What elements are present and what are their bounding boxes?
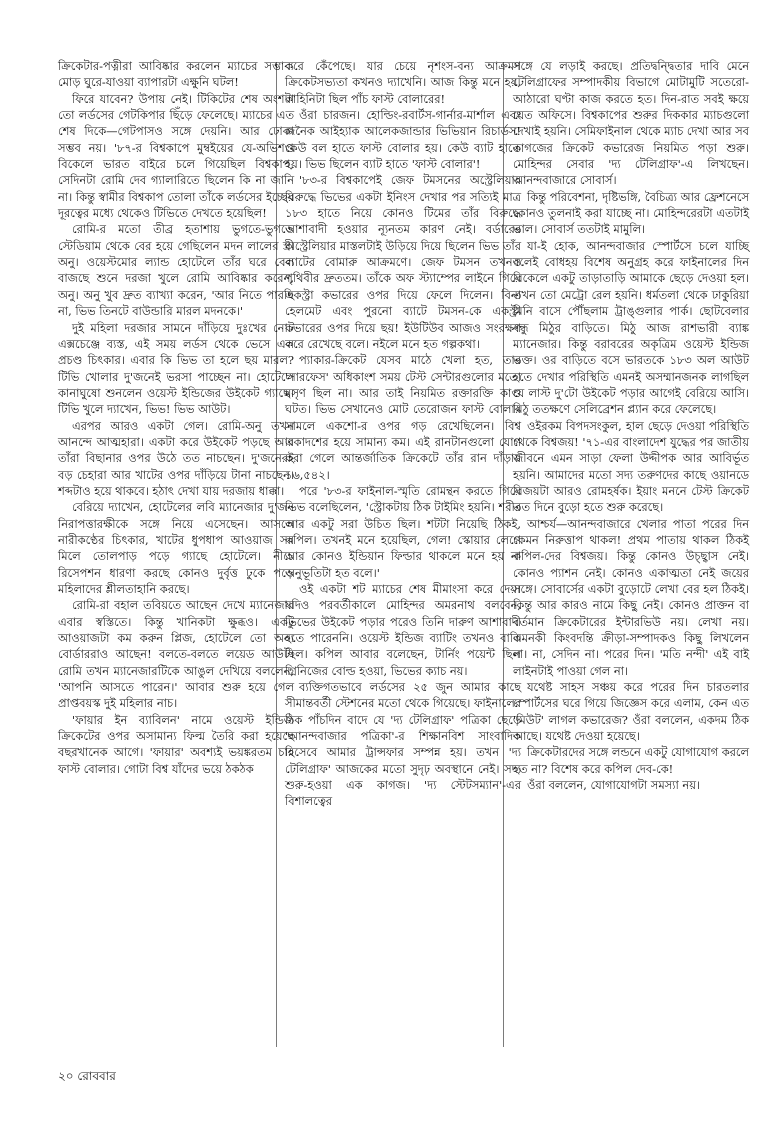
article-column-2 [285, 58, 521, 810]
paragraph: রোমি-রা বহাল তবিয়তে আছেন দেখে ম্যানেজার এবার স্বস্তিতে। কিন্তু খানিকটা ক্ষুব্ধও। একটু আওয়াজটা কম করুন প্লিজ, হোটেলে তো অন্য বোর্ডাররাও আছেন! বলতে-বলতে লয়েড আউট। রোমি তখন ম্যানেজারটিকে আঙুল দেখিয়ে বললেন, 'আপনি আসতে পারেন।' আবার শুরু হয়ে গেল প্রাপ্তবয়স্ক দুই মহিলার নাচ। [58, 598, 294, 711]
paragraph: পরে '৮৩-র ফাইনাল-স্মৃতি রোমন্থন করতে গিয়ে ভিভ বলেছিলেন, 'স্ট্রোকটায় ঠিক টাইমিং হয়নি। শরীর আর একটু সরা উচিত ছিল। শটটা নিয়েছি ঠিকই, কপিল। তখনই মনে হয়েছিল, গেল! স্কোয়ার লেগে আর কোনও ইন্ডিয়ান ফিল্ডার থাকলে মনে হয় না অনুভূতিটা হত বলে।' [285, 483, 521, 580]
paragraph: ক্রিকেটার-পত্নীরা আবিষ্কার করলেন ম্যাচের সম্ভাব্য মোড় ঘুরে-যাওয়া ব্যাপারটা এক্ষুনি ঘটল! [58, 59, 294, 90]
paragraph: 'ফায়ার ইন ব্যাবিলন' নামে ওয়েস্ট ইন্ডিজ ক্রিকেটের ওপর অসামান্য ফিল্ম তৈরি করা হয়েছে বছরখানেক আগে। 'ফায়ার' অবশ্যই ভয়ঙ্করতম চার ফাস্ট বোলার। গোটা বিশ্ব যাঁদের ভয়ে ঠকঠক [58, 712, 294, 776]
paragraph: ওই একটা শট ম্যাচের শেষ মীমাংসা করে দেয়। যদিও পরবর্তীকালে মোহিন্দর অমরনাথ বলবেন, ভিভের উইকেট পড়ার পরেও তিনি দারুণ আশাবাদী হতে পারেননি। ওয়েস্ট ইন্ডিজ ব্যাটিং তখনও বাকি ছিল। কপিল আবার বলেছেন, টার্নিং পয়েন্ট ছিল গ্রিনিজের বোল্ড হওয়া, ভিভের ক্যাচ নয়। [285, 582, 521, 678]
article-column-3 [513, 58, 749, 793]
paragraph: করে কেঁপেছে। যার চেয়ে নৃশংস-বন্য আক্রমণ ক্রিকেটসভ্যতা কখনও দ্যাখেনি। আজ কিন্তু মনে হয়, কাহিনিটা ছিল পাঁচ ফাস্ট বোলারের! [285, 59, 521, 106]
paragraph: দুই মহিলা দরজার সামনে দাঁড়িয়ে দুঃখের নোট এক্সচেঞ্জে ব্যস্ত, এই সময় লর্ডস থেকে ভেসে এল প্রচণ্ড চিৎকার। এবার কি ভিভ তা হলে ছয় মারল? টিভি খোলার দু'জনেই ভরসা পাচ্ছেন না। হোটেলে কানাঘুষো শুনলেন ওয়েস্ট ইন্ডিজের উইকেট গ্যাছে। টিভি খুলে দ্যাখেন, ভিভ! ভিভ আউট। [58, 320, 294, 417]
paragraph: যথেষ্ট সাহস সঞ্চয় করে পরের দিন চারতলার স্পোর্টসের ঘরে গিয়ে জিজ্ঞেস করে এলাম, কেন এত 'মিউট' লাগল কভারেজ? ওঁরা বললেন, একদম ঠিক আছে। যথেষ্ট দেওয়া হয়েছে। [513, 680, 749, 744]
paragraph: সঙ্গে যে লড়াই করছে। প্রতিদ্বন্দ্বিতার দাবি মেনে টেলিগ্রাফের সম্পাদকীয় বিভাগে মোটামুটি সতেরো-আঠারো ঘণ্টা কাজ করতে হত। দিন-রাত সবই ক্ষয়ে যেত অফিসে। বিশ্বকাপের শুরুর দিককার ম্যাচগুলো দেখাই হয়নি। সেমিফাইনাল থেকে ম্যাচ দেখা আর সব কাগজের ক্রিকেট কভারেজ নিয়মিত পড়া শুরু। মোহিন্দর সেবার 'দ্য টেলিগ্রাফ'-এ লিখছেন। আনন্দবাজারে সোবার্স। [513, 59, 749, 188]
paragraph: প্যাকার-ক্রিকেট যেসব মাঠে খেলা হত, তার 'সারফেস' অধিকাংশ সময় টেস্ট সেন্টারগুলোর মতো মসৃণ ছিল না। আর তাই নিয়মিত রক্তারক্তি কাণ্ড ঘটত। ভিভ সেখানেও মোট তেরোজন ফাস্ট বোলার সামলে একশো-র ওপর গড় রেখেছিলেন। বিশ্ব একাদশের হয়ে সামান্য কম। এই রানটানগুলো যোগ করা গেলে আন্তর্জাতিক ক্রিকেটে তাঁর রান দাঁড়ায় ১৬,৫৪২। [285, 353, 521, 482]
paragraph: ওঁরা চারজন। হোল্ডিং-রবার্টস-গার্নার-মার্শাল এবং জনৈক আইহ্যাক আলেকজান্ডার ভিভিয়ান রিচার্ডস! কেউ বল হাতে ফাস্ট বোলার হয়। কেউ ব্যাট হাতে হয়। ভিভ ছিলেন ব্যাট হাতে 'ফাস্ট বোলার'! [285, 108, 521, 172]
paragraph: কিন্তু পরিবেশনা, দৃষ্টিভঙ্গি, বৈচিত্র্য আর ফ্রেশনেসে কোনও তুলনাই করা যাচ্ছে না। মোহিন্দরেরটা এতটাই ভাল। সোবার্স ততটাই মামুলি। [513, 189, 749, 237]
page-folio: ২০ রোববার [58, 1069, 116, 1083]
paragraph: যা-ই হোক, আনন্দবাজার স্পোর্টসে চলে যাচ্ছি বলেই বোধহয় বিশেষ অনুগ্রহ করে ফাইনালের দিন বিকেলে একটু তাড়াতাড়ি আমাকে ছেড়ে দেওয়া হল। তখন তো মেট্রো রেল হয়নি। ধর্মতলা থেকে ঢাকুরিয়া মিনি বাসে পৌঁছলাম ট্রাঙ্গুলার পার্ক। ছোটবেলার বন্ধু মিঠুর বাড়িতে। মিঠু আজ রাশভারী ব্যাঙ্ক ম্যানেজার। কিন্তু বরাবরের অকৃত্রিম ওয়েস্ট ইন্ডিজ ভক্ত। ওর বাড়িতে বসে ভারতকে ১৮৩ অল আউট হতে দেখার পরিস্থিতি এমনই অসম্মানজনক লাগছিল যে লাস্ট দু'টো উইকেট পড়ার আগেই বেরিয়ে আসি। মিঠু ততক্ষণে সেলিব্রেশন প্ল্যান করে ফেলেছে। [513, 238, 749, 417]
paragraph: রোমি-র মতো তীব্র হতাশায় ভুগতে-ভুগতে স্টেডিয়াম থেকে বের হয়ে গেছিলেন মদন লালের স্ত্রী অনু। ওয়েস্টমোর ল্যান্ড হোটেলে তাঁর ঘরে বেল বাজছে শুনে দরজা খুলে রোমি আবিষ্কার করেন, অনু। অনু খুব দ্রুত ব্যাখ্যা করেন, 'আর নিতে পারছি না, ভিভ তিনটে বাউন্ডারি মারল মদনকে।' [58, 222, 294, 319]
paragraph: আশ্চর্য—আনন্দবাজারে খেলার পাতা পরের দিন কেমন নিরুত্তাপ থাকল! প্রথম পাতায় থাকল ঠিকই কপিল-দের বিশ্বজয়। কিন্তু কোনও উচ্ছ্বাস নেই। কোনও প্যাশন নেই। কোনও একাত্মতা নেই জয়ের সঙ্গে। সোবার্সের একটা বুড়োটে লেখা বের হল ঠিকই। কিন্তু আর কারও নামে কিছু নেই। কোনও প্রাক্তন বা বর্তমান ক্রিকেটারের ইন্টারভিউ নয়। লেখা নয়। এমনকী কিংবদন্তি ক্রীড়া-সম্পাদকও কিছু লিখলেন না। না, সেদিন না। পরের দিন। 'মতি নন্দী' এই বাই লাইনটাই পাওয়া গেল না। [513, 516, 749, 678]
paragraph: ক্রিকেটারদের সঙ্গে লন্ডনে একটু যোগাযোগ করলে হত না? বিশেষ করে কপিল দেব-কে! [513, 745, 749, 776]
paragraph: এরপর আরও একটা গেল। রোমি-অনু তখন আনন্দে আত্মহারা। একটা করে উইকেট পড়ছে আর তাঁরা বিছানার ওপর উঠে তত নাচছেন। দু'জনেরই বড় চেহারা আর খাটের ওপর দাঁড়িয়ে টানা নাচছেন। শব্দটাও হয়ে থাকবে। হঠাৎ দেখা যায় দরজায় ধাক্কা। [58, 418, 294, 498]
article-column-1 [58, 58, 294, 777]
paragraph: ওঁরা বললেন, যোগাযোগটা সমস্যা নয়। [527, 778, 700, 793]
paragraph: '৮৩-র বিশ্বকাপেই জেফ টমসনের অস্ট্রেলিয়ার বিরুদ্ধে ভিভের একটা ইনিংস দেখার পর সত্যিই মাত্র ১৮৩ হাতে নিয়ে কোনও টিমের তাঁর বিরুদ্ধে আশাবাদী হওয়ার ন্যূনতম কারণ নেই। বর্ডারের অস্ট্রেলিয়ার মাস্তলটাই উড়িয়ে দিয়ে ছিলেন ভিভ তাঁর ব্যাটের বোমারু আক্রমণে। জেফ টমসন তখনও পৃথিবীর দ্রুততম। তাঁকে অফ স্ট্যাম্পের লাইনে গিয়ে একস্ট্রা কভারের ওপর দিয়ে ফেলে দিলেন। বিনা হেলমেট এবং পুরনো ব্যাটে টমসন-কে একস্ট্রা কভারের ওপর দিয়ে ছয়! ইউটিউব আজও সংরক্ষণ করে রেখেছে বলে। নইলে মনে হত গল্পকথা। [285, 173, 521, 351]
paragraph: ওইরকম বিপদসংকুল, হাল ছেড়ে দেওয়া পরিস্থিতি থেকে বিশ্বজয়! '৭১-এর বাংলাদেশ যুদ্ধের পর জাতীয় জীবনে এমন সাড়া ফেলা উদ্দীপক আর আবির্ভূত হয়নি। আমাদের মতো সদ্য তরুণদের কাছে ওয়ানডে বিজয়টা আরও রোমহর্ষক। ইয়াং মননে টেস্ট ক্রিকেট তত দিনে বুড়ো হতে শুরু করেছে। [513, 418, 749, 515]
paragraph: ফিরে যাবেন? উপায় নেই। টিকিটের শেষ অংশটা তো লর্ডসের গেটকিপার ছিঁড়ে ফেলেছে। ম্যাচের এত শেষ দিকে—গেটপাসও সঙ্গে দেয়নি। আর ঢোকা সম্ভব নয়। '৮৭-র বিশ্বকাপে মুম্বইয়ের যে-অভিশপ্ত বিকেলে ভারত বাইরে চলে গিয়েছিল বিশ্বকাপ, সেদিনটা রোমি দেব গ্যালারিতে ছিলেন কি না জানি না। কিন্তু স্বামীর বিশ্বকাপ তোলা তাঁকে লর্ডসের ইচ্ছেয় দূরত্বের মধ্যে থেকেও টিভিতে দেখতে হয়েছিল! [58, 91, 294, 221]
paragraph: বেরিয়ে দ্যাখেন, হোটেলের লবি ম্যানেজার দু'জন নিরাপত্তারক্ষীকে সঙ্গে নিয়ে এসেছেন। আসলে নারীকণ্ঠের চিৎকার, খাটের ধুপধাপ আওয়াজ সব মিলে তোলপাড় পড়ে গ্যাছে হোটেলে। নীচে রিসেপশন ধারণা করছে কোনও দুর্বৃত্ত ঢুকে পড়ে মহিলাদের শ্লীলতাহানি করছে। [58, 500, 294, 596]
paragraph: ব্যক্তিগতভাবে লর্ডসের ২৫ জুন আমার কাছে সীমান্তবর্তী স্টেশনের মতো থেকে গিয়েছে। ফাইনালের ঠিক পাঁচদিন বাদে যে 'দ্য টেলিগ্রাফ' পত্রিকা ছেড়ে 'আনন্দবাজার পত্রিকা'-র শিক্ষানবিশ সাংবাদিক হিসেবে আমার ট্রান্সফার সম্পন্ন হয়। তখন 'দ্য টেলিগ্রাফ' আজকের মতো সুদৃঢ় অবস্থানে নেই। সদ্য শুরু-হওয়া এক কাগজ। 'দ্য স্টেটসম্যান'-এর বিশালত্বের [285, 680, 521, 809]
